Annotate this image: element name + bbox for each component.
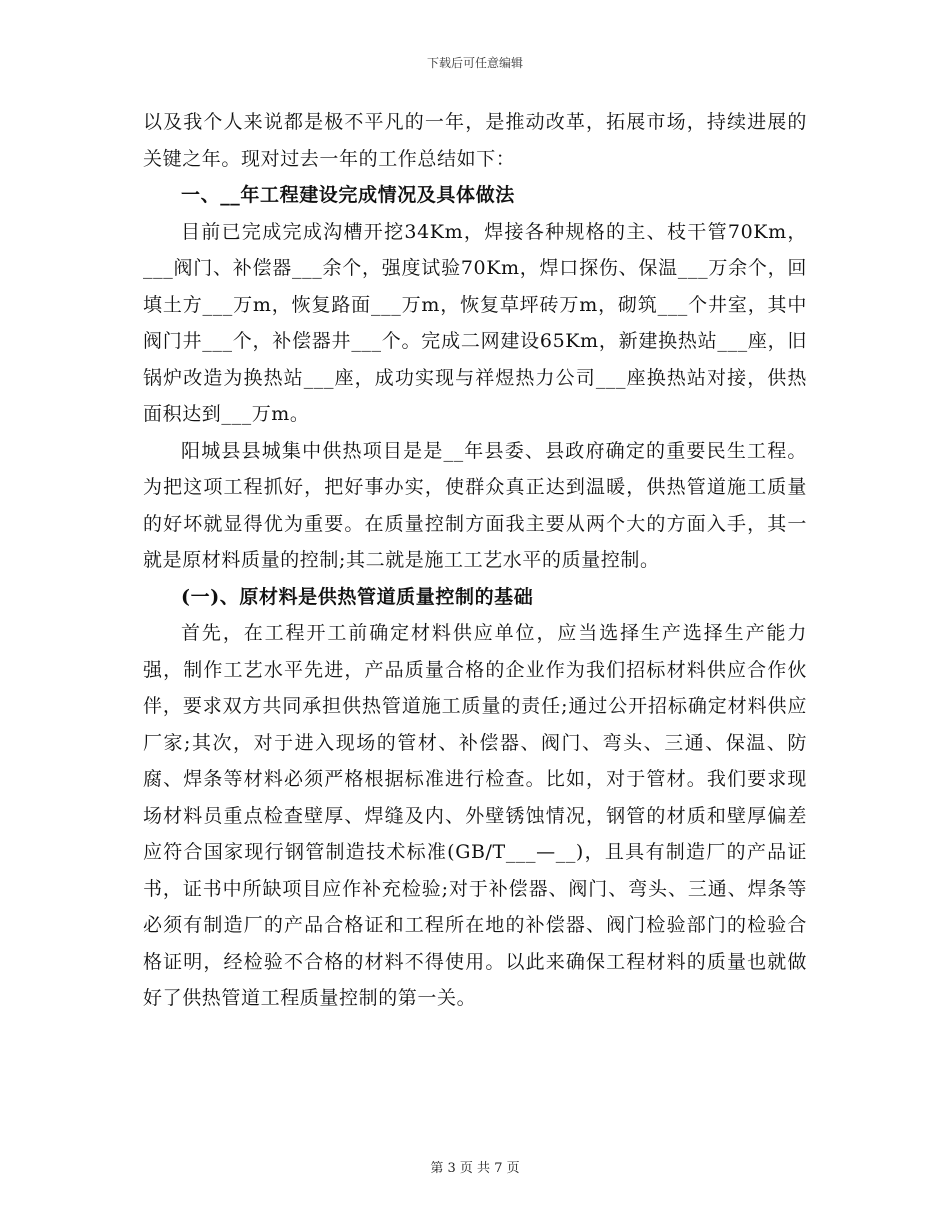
document-body (143, 104, 807, 1017)
heating-project-paragraph: 阳城县县城集中供热项目是是__年县委、县政府确定的重要民生工程。为把这项工程抓好，把好事办实，使群众真正达到温暖，供热管道施工质量的好坏就显得优为重要。在质量控制方面我主要从两个大的方面入手，其一就是原材料质量的控制;其二就是施工工艺水平的质量控制。 (143, 439, 807, 571)
section-heading-construction: 一、__年工程建设完成情况及具体做法 (181, 184, 515, 206)
materials-control-paragraph: 首先，在工程开工前确定材料供应单位，应当选择生产选择生产能力强，制作工艺水平先进，产品质量合格的企业作为我们招标材料供应合作伙伴，要求双方共同承担供热管道施工质量的责任;通过公开招标确定材料供应厂家;其次，对于进入现场的管材、补偿器、阀门、弯头、三通、保温、防腐、焊条等材料必须严格根据标准进行检查。比如，对于管材。我们要求现场材料员重点检查壁厚、焊缝及内、外壁锈蚀情况，钢管的材质和壁厚偏差应符合国家现行钢管制造技术标准(GB/T___—__)，且具有制造厂的产品证书，证书中所缺项目应作补充检验;对于补偿器、阀门、弯头、三通、焊条等必须有制造厂的产品合格证和工程所在地的补偿器、阀门检验部门的检验合格证明，经检验不合格的材料不得使用。以此来确保工程材料的质量也就做好了供热管道工程质量控制的第一关。 (143, 622, 807, 1009)
construction-progress-paragraph: 目前已完成完成沟槽开挖34Km，焊接各种规格的主、枝干管70Km，___阀门、补偿器___余个，强度试验70Km，焊口探伤、保温___万余个，回填土方___万m，恢复路面___万m，恢复草坪砖万m，砌筑___个井室，其中阀门井___个，补偿器井___个。完成二网建设65Km，新建换热站___座，旧锅炉改造为换热站___座，成功实现与祥煜热力公司___座换热站对接，供热面积达到___万m。 (143, 220, 807, 425)
page-header: 下载后可任意编辑 (426, 56, 523, 70)
intro-paragraph: 以及我个人来说都是极不平凡的一年，是推动改革，拓展市场，持续进展的关键之年。现对过去一年的工作总结如下： (143, 111, 807, 170)
page-footer: 第 3 页 共 7 页 (430, 1161, 520, 1176)
section-heading-materials: (一)、原材料是供热管道质量控制的基础 (181, 585, 534, 608)
